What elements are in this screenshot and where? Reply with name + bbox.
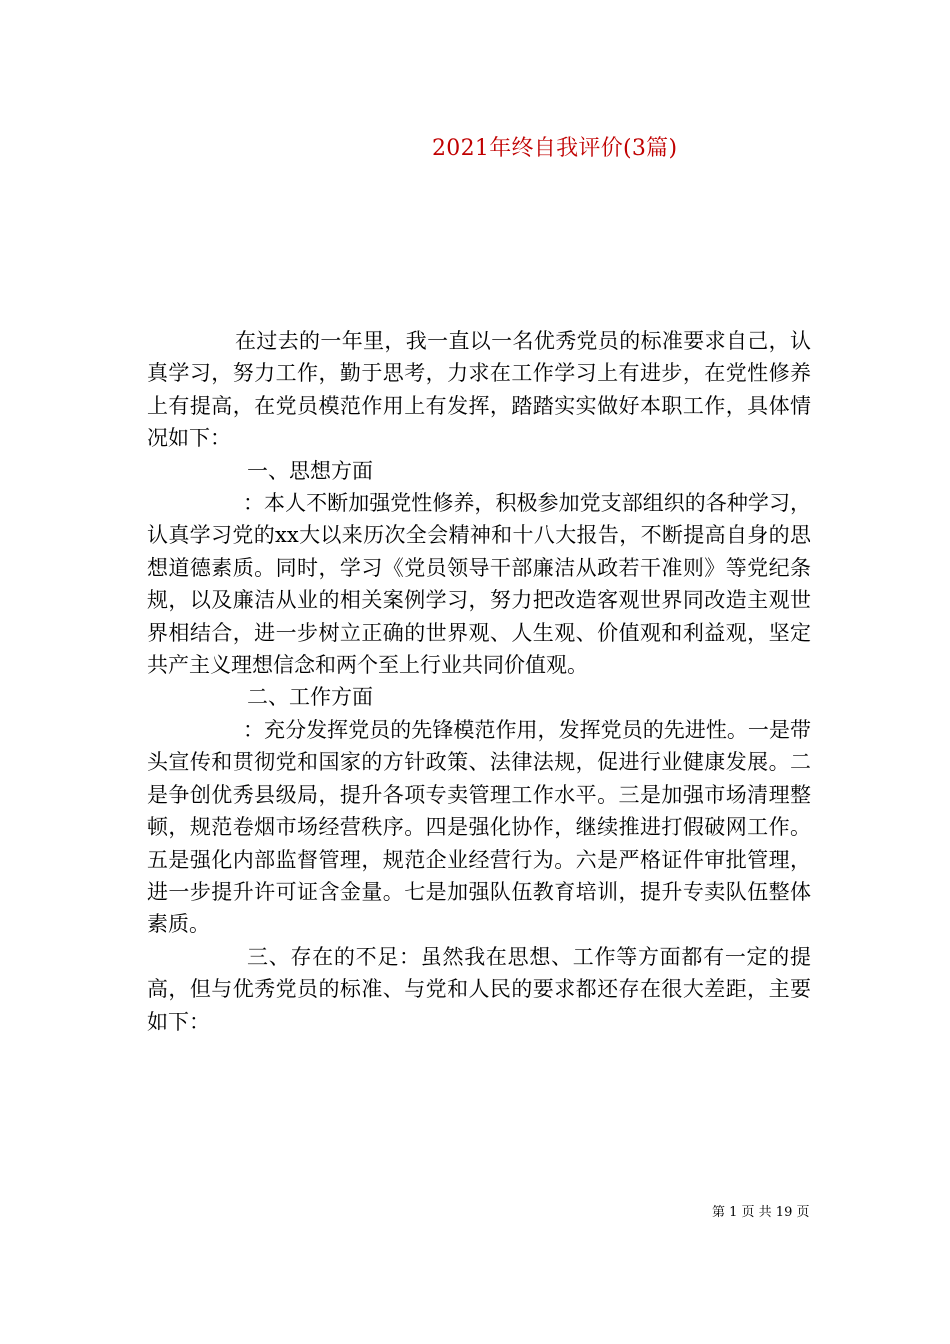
document-body <box>147 325 811 1038</box>
intro-paragraph: 在过去的一年里，我一直以一名优秀党员的标准要求自己，认真学习，努力工作，勤于思考，力求在工作学习上有进步，在党性修养上有提高，在党员模范作用上有发挥，踏踏实实做好本职工作，具体情况如下： <box>147 329 811 451</box>
page-number: 第 1 页 共 19 页 <box>712 1205 810 1220</box>
shortcomings-paragraph: 三、存在的不足：虽然我在思想、工作等方面都有一定的提高，但与优秀党员的标准、与党和人民的要求都还存在很大差距，主要如下： <box>147 944 811 1034</box>
section-heading-work: 二、工作方面 <box>247 685 373 710</box>
thought-paragraph: ：本人不断加强党性修养，积极参加党支部组织的各种学习，认真学习党的xx大以来历次全会精神和十八大报告，不断提高自身的思想道德素质。同时，学习《党员领导干部廉洁从政若干准则》等党纪条规，以及廉洁从业的相关案例学习，努力把改造客观世界同改造主观世界相结合，进一步树立正确的世界观、人生观、价值观和利益观，坚定共产主义理想信念和两个至上行业共同价值观。 <box>147 491 811 678</box>
section-heading-thought: 一、思想方面 <box>247 458 373 483</box>
document-title: 2021年终自我评价(3篇) <box>432 136 678 161</box>
work-paragraph: ：充分发挥党员的先锋模范作用，发挥党员的先进性。一是带头宣传和贯彻党和国家的方针政策、法律法规，促进行业健康发展。二是争创优秀县级局，提升各项专卖管理工作水平。三是加强市场清理整顿，规范卷烟市场经营秩序。四是强化协作，继续推进打假破网工作。五是强化内部监督管理，规范企业经营行为。六是严格证件审批管理，进一步提升许可证含金量。七是加强队伍教育培训，提升专卖队伍整体素质。 <box>147 717 811 937</box>
